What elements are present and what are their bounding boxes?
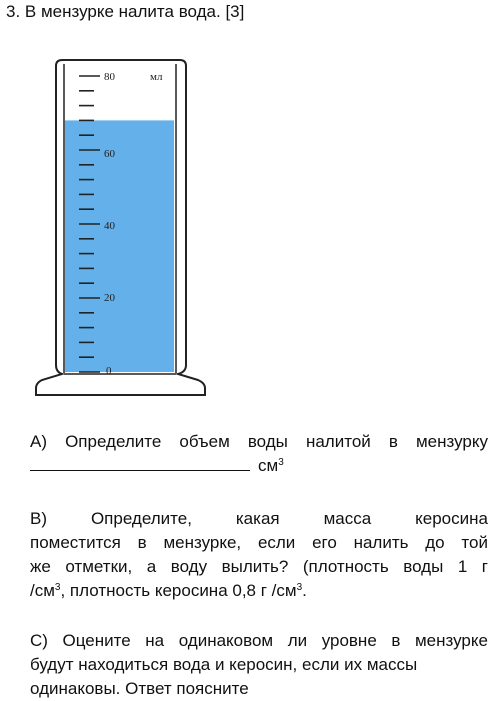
question-c [30,629,488,701]
question-b-line1: В) Определите, какая масса керосина [30,509,488,528]
question-c-line2: будут находиться вода и керосин, если их массы [30,655,418,674]
question-b-line2: поместится в мензурке, если его налить до той [30,533,488,552]
question-a [30,430,488,478]
measuring-cylinder [0,40,260,400]
answer-a-blank[interactable] [30,455,250,471]
scale-label-80: 80 [104,71,115,83]
scale-label-20: 20 [104,292,115,304]
scale-label-60: 60 [104,148,115,160]
water-column [65,120,174,372]
question-b [30,507,488,603]
question-c-line1: С) Оцените на одинаковом ли уровне в мензурке [30,631,488,650]
task-title: 3. В мензурке налита вода. [3] [6,2,245,21]
scale-label-40: 40 [104,220,115,232]
answer-a-line: $см^3$ [30,454,488,478]
unit-label: мл [150,71,163,83]
question-a-line1: А) Определите объем воды налитой в мензурку [30,432,488,451]
question-c-line3: одинаковы. Ответ поясните [30,679,249,698]
question-b-line4: $/см^3$, плотность керосина 0,8 г $/см^3$. [30,581,307,600]
scale-label-0: 0 [106,365,112,377]
question-b-line3: же отметки, а воду вылить? (плотность воды 1 г [30,557,488,576]
